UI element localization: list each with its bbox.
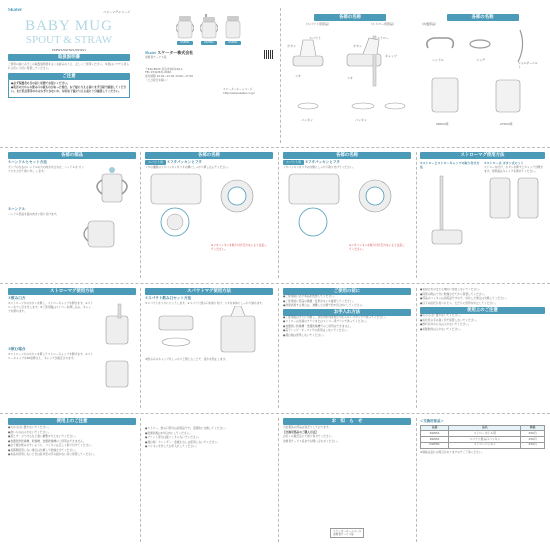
part-label: ショルダーベルト [518,61,538,69]
product-kshw1 [200,14,218,46]
straw-usage-panel [420,152,545,278]
spout-text: フタの裏側のフタパッキンをフタの溝にしっかり押し込んでください。 [145,164,231,169]
part-label: パッキン [301,118,313,122]
notice-box [8,80,130,98]
straw-usage-diagram-1 [420,170,480,250]
list-item: お近くの販売店にて取り寄せてください。 [283,434,335,438]
company-hours-note: （土日祝日を除く） [145,78,170,83]
close-title: ②飲む場合 [8,346,26,351]
mug-icon [176,14,194,40]
part-label: ボタン [287,44,297,48]
list-item: ●保管の際は十分に乾燥させてから保管してください。 [420,291,487,296]
spout-title: ①フタパッキンとフタ [166,160,202,165]
parts-a-diagram [285,26,415,121]
open-text: ①ストローフタのボタンを押し、ストローキャップを開きます。②ストローを少し引き出します。③ご使用後はストローを押し込み、キャップを閉めます。 [8,300,93,313]
table-row [421,442,545,448]
list-item: ●ストロー、飲み口部分は消耗品です。定期的に交換してください。 [145,426,228,430]
lineup-panel [145,14,273,139]
list-item: ●ご使用後はすぐに分解し、台所用中性洗剤とやわらかいスポンジで洗ってください。 [283,314,388,319]
table-cell: ストローパッキン [449,442,521,448]
list-item: ●直射日光の当たる場所に保管しないでください。 [420,288,482,291]
open-diagram [96,302,136,346]
company-name: Skater スケーター株式会社 [145,50,194,56]
company-sub: 消費者サービス係 [145,54,167,59]
spout-parts-label: （スパウト用部品） [303,22,331,26]
part-label: 270ml用 [500,122,513,126]
list-item: ●乳幼児の手の届く所で保管しないでください。 [420,317,479,322]
parts-b-header: 各部の名称 [447,14,519,21]
caution-list-2 [145,427,273,449]
ring-drawing [470,40,490,48]
part-label: キャップ [385,54,398,58]
info-list [283,426,411,443]
product-lineup [145,14,273,46]
spout-tag: スパウト用 [145,160,166,165]
spout-note: ※フタパッキンを取り付け忘れないよう注意してください。 [211,243,267,251]
spout-mug-header: スパウトマグ使用方法 [145,288,273,295]
part-label: パッキン [355,118,367,122]
straw-lid-panel [283,152,411,278]
list-item: ●熱湯消毒する場合は、沸騰したお湯で約3分以内にしてください。 [283,303,365,307]
parts-b-panel [420,14,545,139]
straw-usage-text: ストローを付け、ボタンを押すとキャップが開きます。使用後はキャップを閉めてください。 [484,165,544,173]
part-label: フタ [295,74,301,78]
product-kspw1 [176,14,194,46]
cover-subtitle: ベビーマグシリーズ [103,9,130,14]
straw-lid-diagram [283,170,407,240]
list-item: ●お子様が飲みやすいように、パッキンは正しく取り付けてください。 [8,443,94,447]
manual-title: 取扱説明書 [8,54,130,61]
product-label: KSWS1 [225,41,240,45]
list-item: ●ご使用前に必ず本品を洗浄してください。 [283,294,337,298]
straw-title: ②フタパッキンとフタ [304,160,340,165]
list-item: ●火のそばに置かないでください。 [420,313,463,318]
table-cell: 250円 [521,437,545,443]
list-item: ●食器洗浄乾燥機、乾燥機、食器乾燥機のご使用はできません。 [8,438,86,443]
cover-title2: SPOUT & STRAW [25,33,113,46]
part-label: リング [476,58,485,62]
list-item: ●漂白剤は使用しないでください。 [283,332,326,337]
list-item: ●飲料以外のものは入れないでください。 [420,322,471,327]
straw-text: フタパッキンをフタの内側にしっかり取り付けてください。 [283,164,356,169]
storage-panel [420,288,545,408]
part-label: 280ml用 [436,122,449,126]
footer-tag: スケーターホームページ 消費者サービス係 [330,528,364,538]
handle-panel [8,152,136,278]
spout-lid-diagram [145,170,269,240]
cup-280-drawing [432,78,458,112]
care-header: お手入れ方法 [283,309,411,316]
parts-table-note: ※価格は変わる場合がありますのでご了承ください。 [420,449,485,454]
company-url[interactable]: スケーターホームページ http://www.skater.co.jp/ [223,87,255,95]
part-label: ボタン [353,44,363,48]
list-item: ●炭酸飲料は入れないでください。 [420,326,463,331]
col-header: 品名 [449,425,521,431]
table-cell: KSHW1 [421,442,449,448]
caution-list-1 [8,426,136,457]
list-item: ●漂白剤・クレンザー・金属たわしは使用しないでください。 [145,439,220,444]
list-item: 【交換用部品のご購入方法】 [283,429,318,434]
company-hours: 受付時間 10:00~12:00 13:00~17:00 [145,74,193,79]
part-label: ストロー [377,36,390,40]
spout-lid-panel [145,152,273,278]
list-item: 消費者サービス係までお問い合わせください。 [283,438,340,443]
open-title: ①飲み口方 [8,296,26,300]
handle-diagram [88,166,136,206]
handle-text: カップの左右のハンドルの穴の向きを合わせ、ハンドルを カップにかぶせて取り外し します。 [8,164,84,173]
list-item: ●熱湯消毒は3分以内にしてください。 [145,430,193,435]
list-item: ●ストローは付属のブラシまたはストロー用ブラシで洗ってください。 [283,319,369,324]
straw-mug-header: ストローマグ使用方法 [8,288,136,295]
before-use-header: ご使用の前に [283,288,411,295]
straw-note: ※フタパッキンを取り付け忘れないよう注意してください。 [349,243,405,251]
notice-item: ●乳首の穴からの飲み口の液もれがあった場合、お子様に与える前にまず目視で確認してください。また乳首部等のかみちぎりがないか、毎回お子様に与える前に十分確認してください。 [11,85,127,94]
mug-icon [200,14,218,40]
part-label: スパウト [309,36,322,40]
cup-270-drawing [496,80,520,112]
spout-set-note: ③飲み口のキャップをしっかりと閉じることで、洩れを防止します。 [145,356,228,361]
list-item: ●本品を使用しないときは乳幼児の手の届かない所に保管してください。 [8,452,97,456]
caution-list [420,314,545,331]
cover-panel [8,8,130,140]
spout-set-diagram [145,306,269,358]
model-list: KSPW1/KSHW1/KSWS1 [51,47,87,52]
close-diagram [96,353,136,389]
list-item: ●電子レンジ・オーブンでの使用はしないでください。 [283,328,350,333]
table-cell: スパウト飲み口パッキン [449,437,521,443]
straw-usage-diagram-2 [484,174,542,224]
part-label: フタ [347,76,353,80]
table-cell: ストローボトル用 [449,431,521,437]
table-cell: KSWS1 [421,431,449,437]
parts-b-diagram [420,26,545,131]
handle-header: 各部の部品 [8,152,136,159]
list-item: ●パッキンを外してお手入れしてください。 [145,444,199,448]
info-header: お 知 ら せ [283,418,411,425]
handle2-text: ハンドル部品を図の向きに取り付けます。 [8,211,59,216]
table-cell: 250円 [521,442,545,448]
handle-drawing [427,38,453,48]
list-item: ●熱いものは入れないでください。 [8,429,51,434]
straw-mug-panel [8,288,136,408]
list-item: ●長期間使用しない場合は分解して乾燥させてください。 [8,447,78,452]
straw-usage-header: ストローマグ使用方法 [420,152,545,159]
spout-set-text: ①スパウトをフタにセットします。②スパウト飲み口を取り付け、フタを本体にしっかり締めます。 [145,300,265,305]
parts-table-title: ＜交換用部品＞ [420,419,444,423]
notice-header: ご注意 [8,73,130,80]
before-use-list [283,295,411,308]
list-item: ●食器洗い乾燥機・食器乾燥機でのご使用はできません。 [283,323,353,328]
qr-code-icon [264,50,273,59]
caution-panel-2 [145,418,273,542]
shoulder-belt-drawing [518,30,523,62]
spout-header: 各部の名称 [145,152,273,159]
straw-tag: スパウト用 [283,160,304,165]
list-item: ●部品のパッキンは消耗品ですので、劣化した場合は交換してください。 [420,296,509,300]
caution-header: 使用上のご注意 [420,307,545,314]
part-label: ハンドル [432,58,445,62]
list-item: ●プリント部分は強くこすらないでください。 [145,435,201,439]
list-item: ●以下の症状が見られたら、ただちに使用を中止してください。 [420,300,498,305]
product-label: KSPW1 [177,41,192,45]
storage-list [420,288,545,305]
company-block [145,50,273,59]
spout-set-title: ①スパウト飲み口セット方法 [145,296,192,300]
cover-title: BABY MUG [25,17,113,34]
mug-icon [224,14,242,40]
straw-usage-step2: ②ストロー式 ボタン式セット [484,161,524,165]
parts-table-panel [420,418,545,542]
list-item: 当社製品の部品は別売りしております。 [283,425,332,429]
straw-usage-step1: ①ストローとストローキャップの取り付け方法 [420,161,480,170]
caution-header-1: 使用上のご注意 [8,418,136,425]
table-cell: KSPW1 [421,437,449,443]
handle2-diagram [8,217,128,251]
close-text: ①ストローフタのボタンを押してストローキャップを開けます。②ストローキャップを90度押さえ、キャップが固定されます。 [8,351,93,360]
parts-a-header: 各部の名称 [314,14,386,21]
straw-parts-label: （ストロー用部品） [368,22,396,26]
product-label: KSHW1 [201,41,217,45]
straw-header: 各部の名称 [283,152,411,159]
list-item: ●火のそばに置かないでください。 [8,425,51,429]
common-label: （共通部品） [420,22,439,26]
product-ksws1 [224,14,242,46]
parts-a-panel [285,14,415,139]
care-panel [283,288,411,408]
care-list [283,316,411,338]
col-header: 品番 [421,425,449,431]
brand-logo: Skater [8,8,23,13]
list-item: ●落とす・ぶつけるなど強い衝撃を与えないでください。 [8,434,78,438]
handle2-title: ②ハンドル [8,206,26,211]
company-tel: TEL:0742(63)-2040 [145,70,171,75]
col-header: 価格 [521,425,545,431]
caution-panel-1 [8,418,136,542]
cover-intro: ご使用の前に必ずこの取扱説明書をよくお読みのうえ、正しくご使用ください。本書はいつでも見られる所に大切に保管してください。 [8,61,130,70]
parts-table [420,425,545,449]
table-cell: 250円 [521,431,545,437]
spout-mug-panel [145,288,273,408]
list-item: ●ご使用前に部品の破損・変形がないか確認してください。 [283,298,356,303]
notice-item: ●必ず保護者の目の届く状態でお使いください。 [11,80,70,85]
handle-title: ①ハンドルとセット方法 [8,160,47,164]
company-address: 〒630-8520 奈良市杏町216-1 [145,66,183,71]
info-panel [283,418,411,542]
